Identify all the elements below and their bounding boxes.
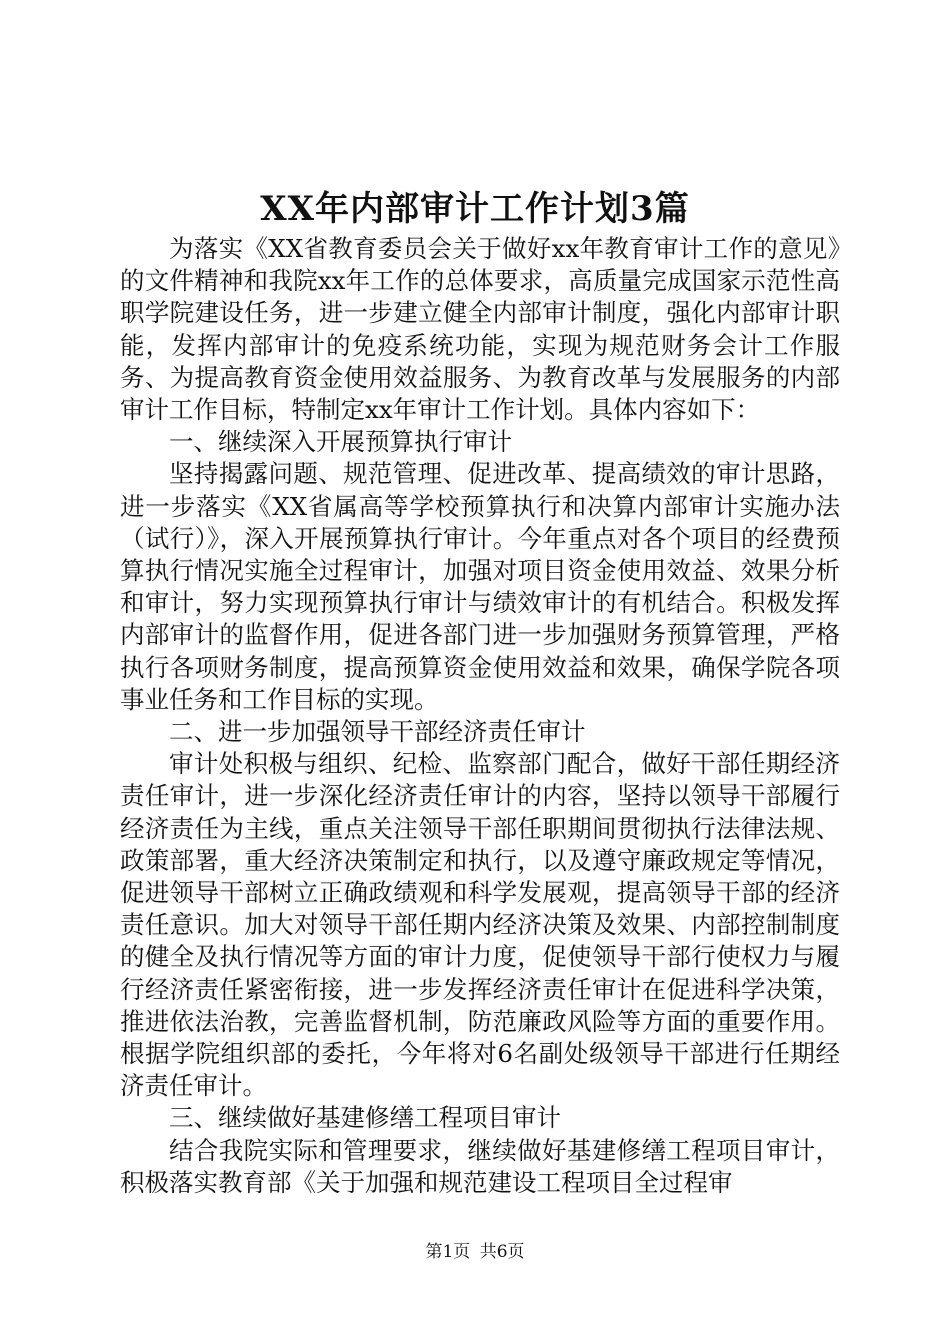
section-heading-1: 一、继续深入开展预算执行审计 <box>169 427 512 457</box>
section-2-paragraph: 审计处积极与组织、纪检、监察部门配合，做好干部任期经济责任审计，进一步深化经济责任审计的内容，坚持以领导干部履行经济责任为主线，重点关注领导干部任职期间贯彻执行法律法规、政策部署，重大经济决策制定和执行，以及遵守廉政规定等情况，促进领导干部树立正确政绩观和科学发展观，提高领导干部的经济责任意识。加大对领导干部任期内经济决策及效果、内部控制制度的健全及执行情况等方面的审计力度，促使领导干部行使权力与履行经济责任紧密衔接，进一步发挥经济责任审计在促进科学决策，推进依法治教，完善监督机制，防范廉政风险等方面的重要作用。根据学院组织部的委托，今年将对6名副处级领导干部进行任期经济责任审计。 <box>120 749 840 1101</box>
document-title: XX年内部审计工作计划3篇 <box>260 189 690 229</box>
intro-paragraph: 为落实《XX省教育委员会关于做好xx年教育审计工作的意见》的文件精神和我院xx年工作的总体要求，高质量完成国家示范性高职学院建设任务，进一步建立健全内部审计制度，强化内部审计职能，发挥内部审计的免疫系统功能，实现为规范财务会计工作服务、为提高教育资金使用效益服务、为教育改革与发展服务的内部审计工作目标，特制定xx年审计工作计划。具体内容如下： <box>120 234 840 425</box>
section-heading-3: 三、继续做好基建修缮工程项目审计 <box>169 1103 561 1133</box>
page-number: 第1页 <box>425 1242 471 1262</box>
page-footer <box>0 1240 950 1264</box>
section-heading-2: 二、进一步加强领导干部经济责任审计 <box>169 717 586 747</box>
section-1-paragraph: 坚持揭露问题、规范管理、促进改革、提高绩效的审计思路，进一步落实《XX省属高等学校预算执行和决算内部审计实施办法（试行）》，深入开展预算执行审计。今年重点对各个项目的经费预算执行情况实施全过程审计，加强对项目资金使用效益、效果分析和审计，努力实现预算执行审计与绩效审计的有机结合。积极发挥内部审计的监督作用，促进各部门进一步加强财务预算管理，严格执行各项财务制度，提高预算资金使用效益和效果，确保学院各项事业任务和工作目标的实现。 <box>120 459 840 714</box>
section-3-paragraph: 结合我院实际和管理要求，继续做好基建修缮工程项目审计，积极落实教育部《关于加强和规范建设工程项目全过程审 <box>120 1135 840 1197</box>
document-body <box>120 233 840 1199</box>
total-pages: 共6页 <box>479 1242 525 1262</box>
